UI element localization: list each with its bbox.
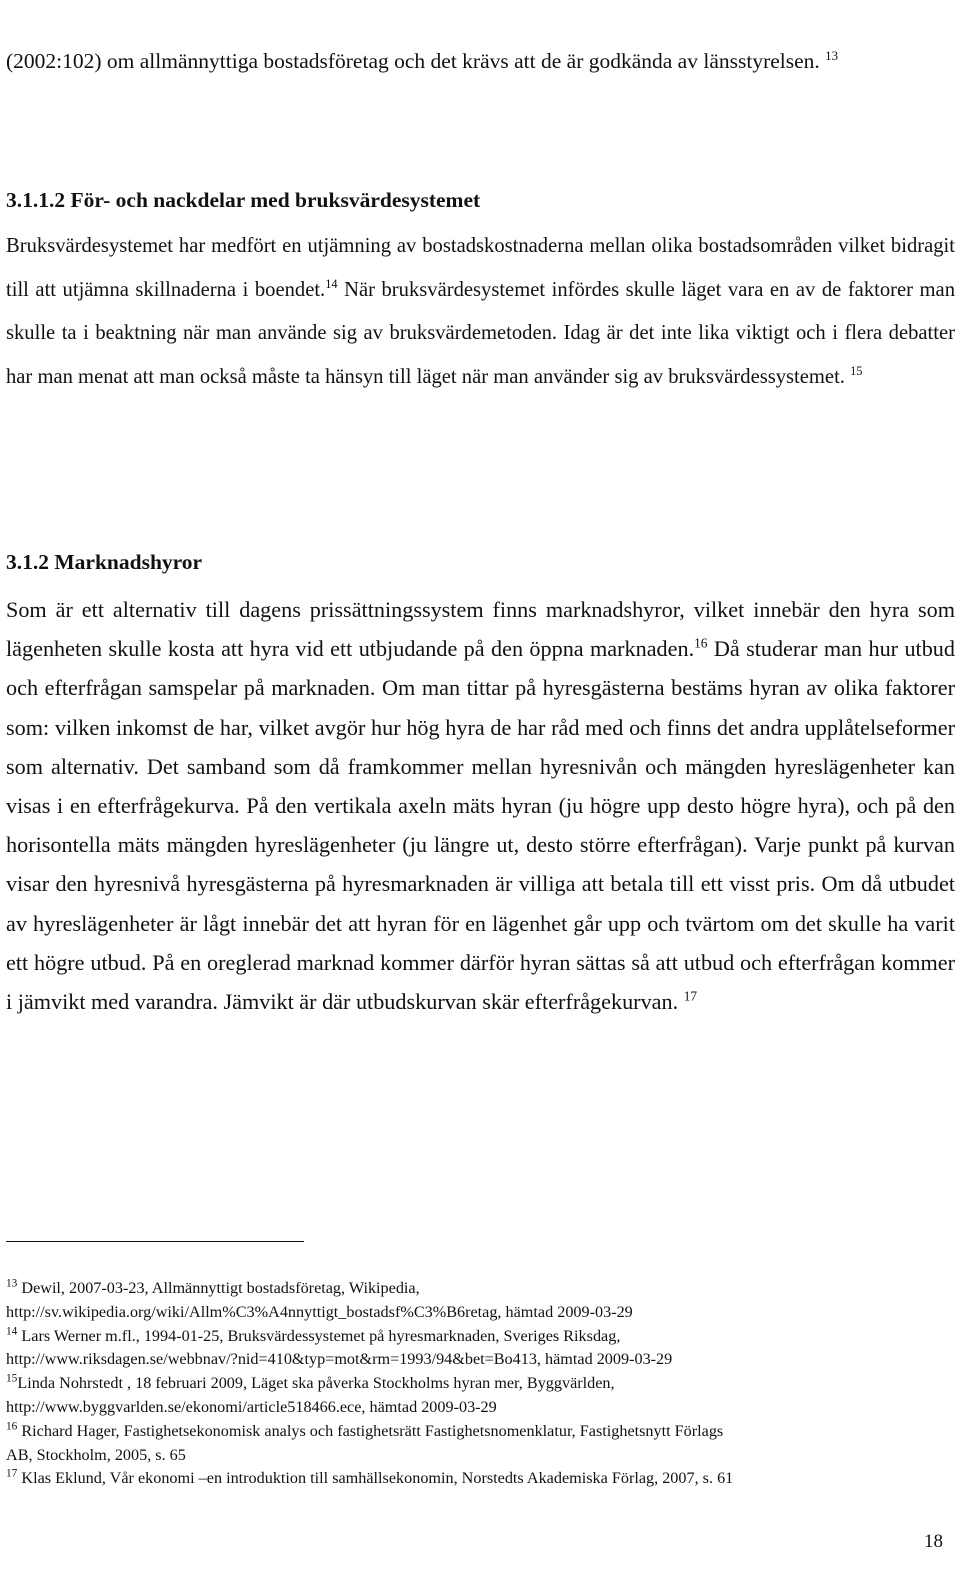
footnote-15-url: http://www.byggvarlden.se/ekonomi/article518466.ece, hämtad 2009-03-29 [6,1397,497,1416]
page-number: 18 [924,1531,943,1552]
footnote-number: 17 [6,1467,18,1480]
footnote-13 [6,1277,955,1301]
footnote-ref-15: 15 [850,363,863,378]
footnote-ref-14: 14 [325,276,338,291]
paragraph-text: Bruksvärdesystemet har medfört en utjämning av bostadskostnaderna mellan olika bostadsområden vilket bidragit till att utjämna skillnaderna i boendet. [6,235,955,301]
footnote-text: Dewil, 2007-03-23, Allmännyttigt bostadsföretag, Wikipedia, [17,1279,420,1297]
paragraph-marknadshyror [6,590,955,1021]
section-heading-marknadshyror: 3.1.2 Marknadshyror [6,550,203,574]
intro-paragraph [6,40,955,83]
footnote-17 [6,1467,955,1491]
footnote-ref-17: 17 [683,988,698,1004]
section-heading-bruksvarde: 3.1.1.2 För- och nackdelar med bruksvärdesystemet [6,188,481,212]
footnote-text: Richard Hager, Fastighetsekonomisk analys och fastighetsrätt Fastighetsnomenklatur, Fastighetsnytt Förlags [17,1421,724,1440]
footnote-number: 16 [6,1420,18,1433]
paragraph-bruksvarde [6,225,955,399]
footnote-14-url: http://www.riksdagen.se/webbnav/?nid=410&typ=mot&rm=1993/94&bet=Bo413, hämtad 2009-03-29 [6,1350,673,1369]
footnote-ref-13: 13 [825,48,839,63]
footnote-text: Lars Werner m.fl., 1994-01-25, Bruksvärdessystemet på hyresmarknaden, Sveriges Riksdag, [17,1326,621,1345]
paragraph-text: Som är ett alternativ till dagens prissättningssystem finns marknadshyror, vilket innebär den hyra som lägenheten skulle kosta att hyra vid ett utbjudande på den öppna marknaden. [6,597,955,662]
intro-text: (2002:102) om allmännyttiga bostadsföretag och det krävs att de är godkända av länsstyrelsen. [6,49,820,73]
footnote-14 [6,1325,955,1349]
document-page [6,0,955,1584]
footnote-number: 13 [6,1277,18,1290]
footnote-divider [6,1241,304,1242]
footnote-text: Linda Nohrstedt , 18 februari 2009, Läget ska påverka Stockholms hyran mer, Byggvärlden, [17,1374,615,1393]
footnote-16 [6,1420,955,1444]
footnote-16-cont: AB, Stockholm, 2005, s. 65 [6,1445,186,1464]
footnotes-list [6,1277,955,1491]
paragraph-text: När bruksvärdesystemet infördes skulle läget vara en av de faktorer man skulle ta i beaktning när man använde sig av bruksvärdemetoden. Idag är det inte lika viktigt och i flera debatter har man menat att man också måste ta hänsyn till läget när man använder sig av bruksvärdessystemet. [6,278,955,388]
paragraph-text: Då studerar man hur utbud och efterfrågan samspelar på marknaden. Om man tittar på hyresgästerna bestäms hyran av olika faktorer som: vilken inkomst de har, vilket avgör hur hög hyra de har råd med och finns det andra upplåtelseformer som alternativ. Det samband som då framkommer mellan hyresnivån och mängden hyreslägenheter kan visas i en efterfrågekurva. På den vertikala axeln mäts hyran (ju högre upp desto högre hyra), och på den horisontella mäts mängden hyreslägenheter (ju längre ut, desto större efterfrågan). Varje punkt på kurvan visar den hyresnivå hyresgästerna på hyresmarknaden är villiga att betala till ett visst pris. Om då utbudet av hyreslägenheter är lågt innebär det att hyran för en lägenhet går upp och tvärtom om det skulle ha varit ett högre utbud. På en oreglerad marknad kommer därför hyran sättas så att utbud och efterfrågan kommer i jämvikt med varandra. Jämvikt är där utbudskurvan skär efterfrågekurvan. [6,636,955,1015]
footnote-number: 14 [6,1325,18,1338]
footnote-ref-16: 16 [694,635,708,651]
footnote-13-url: http://sv.wikipedia.org/wiki/Allm%C3%A4nnyttigt_bostadsf%C3%B6retag, hämtad 2009-03-29 [6,1302,633,1321]
footnote-number: 15 [6,1372,18,1385]
footnote-text: Klas Eklund, Vår ekonomi –en introduktion till samhällsekonomin, Norstedts Akademiska Förlag, 2007, s. 61 [17,1469,734,1488]
footnote-15 [6,1372,955,1396]
